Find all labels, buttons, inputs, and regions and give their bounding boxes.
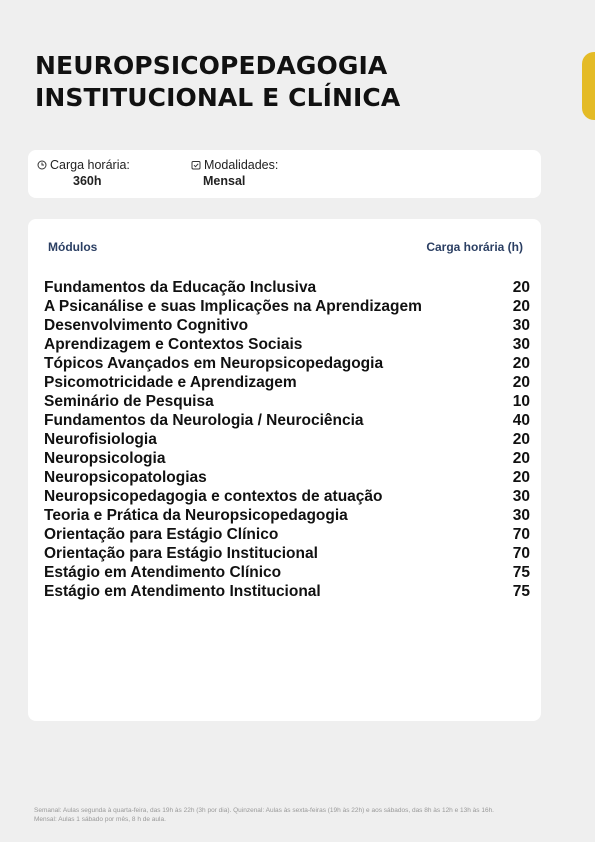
module-row xyxy=(44,297,530,316)
module-name: Estágio em Atendimento Clínico xyxy=(44,564,282,581)
module-name: Neuropsicopatologias xyxy=(44,469,207,486)
module-row xyxy=(44,316,530,335)
clock-icon xyxy=(37,160,47,170)
module-name: Neuropsicologia xyxy=(44,450,166,467)
modality-value: Mensal xyxy=(203,174,246,188)
module-name: Tópicos Avançados em Neuropsicopedagogia xyxy=(44,355,384,372)
course-info-card xyxy=(28,150,541,198)
module-list xyxy=(44,278,530,601)
module-hours: 30 xyxy=(512,317,530,334)
module-hours: 20 xyxy=(512,298,530,315)
module-hours: 20 xyxy=(512,374,530,391)
module-name: Teoria e Prática da Neuropsicopedagogia xyxy=(44,507,348,524)
page-title xyxy=(35,50,495,114)
module-hours: 40 xyxy=(512,412,530,429)
module-name: A Psicanálise e suas Implicações na Aprendizagem xyxy=(44,298,422,315)
modality-info xyxy=(191,158,278,188)
module-name: Orientação para Estágio Clínico xyxy=(44,526,279,543)
workload-info xyxy=(37,158,130,188)
footer-note xyxy=(34,806,564,824)
module-row xyxy=(44,582,530,601)
module-hours: 70 xyxy=(512,545,530,562)
module-hours: 10 xyxy=(512,393,530,410)
module-name: Neuropsicopedagogia e contextos de atuação xyxy=(44,488,383,505)
module-row xyxy=(44,354,530,373)
module-name: Estágio em Atendimento Institucional xyxy=(44,583,321,600)
side-tab-accent xyxy=(582,52,595,120)
footer-line-2: Mensal: Aulas 1 sábado por mês, 8 h de aula. xyxy=(34,816,166,823)
footer-line-1: Semanal: Aulas segunda à quarta-feira, das 19h às 22h (3h por dia). Quinzenal: Aulas às sexta-feiras (19h às 22h) e aos sábados, das 8h às 12h e 13h às 16h. xyxy=(34,807,494,814)
module-hours: 75 xyxy=(512,583,530,600)
modules-column-header: Módulos xyxy=(48,240,98,254)
module-hours: 30 xyxy=(512,507,530,524)
module-row xyxy=(44,373,530,392)
hours-column-header: Carga horária (h) xyxy=(426,240,523,254)
module-hours: 20 xyxy=(512,279,530,296)
module-hours: 30 xyxy=(512,336,530,353)
module-hours: 20 xyxy=(512,450,530,467)
modules-table-card xyxy=(28,219,541,721)
module-row xyxy=(44,506,530,525)
module-row xyxy=(44,335,530,354)
module-row xyxy=(44,430,530,449)
module-name: Orientação para Estágio Institucional xyxy=(44,545,318,562)
module-hours: 30 xyxy=(512,488,530,505)
module-hours: 75 xyxy=(512,564,530,581)
module-row xyxy=(44,392,530,411)
module-row xyxy=(44,525,530,544)
module-name: Fundamentos da Neurologia / Neurociência xyxy=(44,412,364,429)
module-name: Psicomotricidade e Aprendizagem xyxy=(44,374,297,391)
workload-value: 360h xyxy=(73,174,102,188)
module-name: Fundamentos da Educação Inclusiva xyxy=(44,279,317,296)
calendar-check-icon xyxy=(191,160,201,170)
title-line-1: NEUROPSICOPEDAGOGIA xyxy=(35,51,388,80)
module-row xyxy=(44,449,530,468)
module-row xyxy=(44,411,530,430)
module-row xyxy=(44,563,530,582)
module-name: Neurofisiologia xyxy=(44,431,157,448)
modality-label: Modalidades: xyxy=(204,158,279,172)
module-hours: 20 xyxy=(512,355,530,372)
module-hours: 20 xyxy=(512,469,530,486)
module-row xyxy=(44,487,530,506)
module-row xyxy=(44,544,530,563)
module-name: Aprendizagem e Contextos Sociais xyxy=(44,336,303,353)
module-name: Seminário de Pesquisa xyxy=(44,393,214,410)
workload-label: Carga horária: xyxy=(50,158,130,172)
title-line-2: INSTITUCIONAL E CLÍNICA xyxy=(35,83,401,112)
module-hours: 20 xyxy=(512,431,530,448)
module-row xyxy=(44,278,530,297)
module-row xyxy=(44,468,530,487)
module-hours: 70 xyxy=(512,526,530,543)
module-name: Desenvolvimento Cognitivo xyxy=(44,317,249,334)
